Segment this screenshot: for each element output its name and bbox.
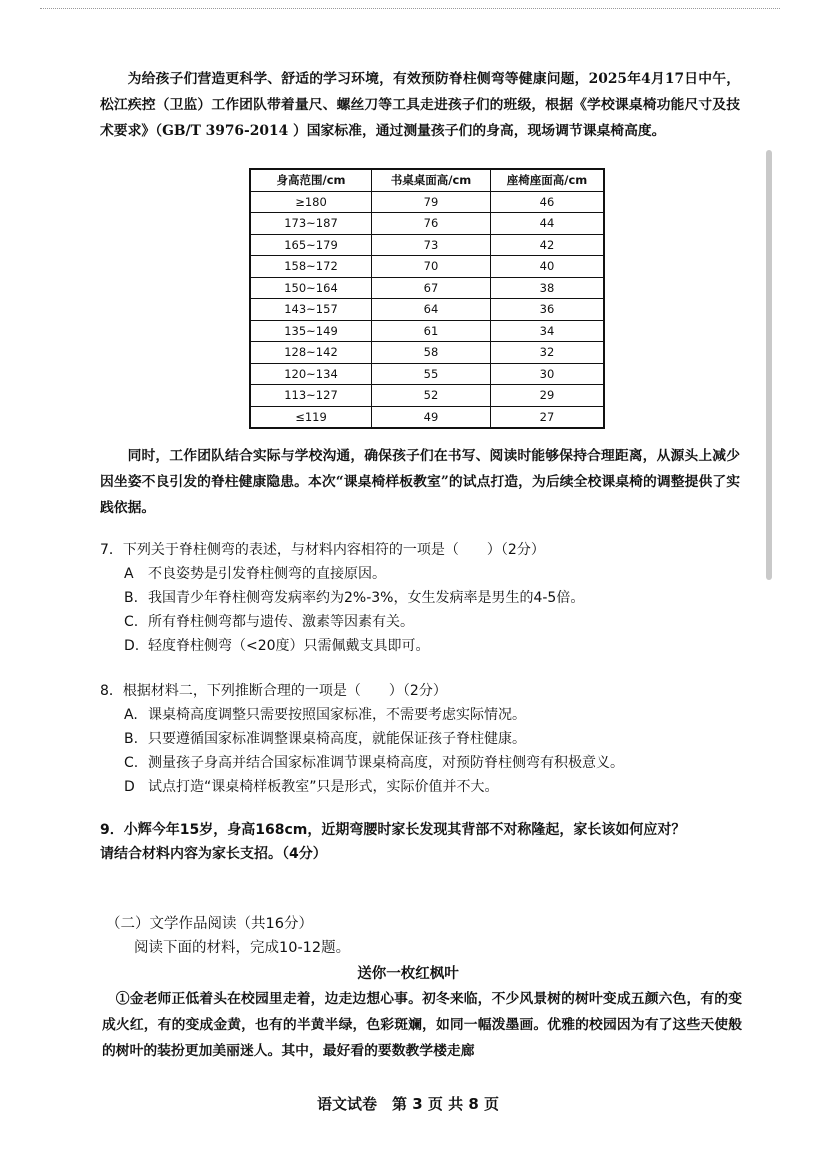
option-c <box>124 610 760 634</box>
option-letter: B. <box>124 590 139 606</box>
table-cell: 52 <box>372 385 491 407</box>
option-c <box>124 751 760 775</box>
option-letter: D. <box>124 638 140 654</box>
option-text: 所有脊柱侧弯都与遗传、激素等因素有关。 <box>148 614 414 630</box>
table-cell: 29 <box>491 385 605 407</box>
table-cell: 67 <box>372 277 491 299</box>
option-letter: D <box>124 779 135 795</box>
table-cell: 34 <box>491 320 605 342</box>
desk-chair-height-table <box>249 168 605 429</box>
table-cell: 44 <box>491 213 605 235</box>
option-text: 轻度脊柱侧弯（<20度）只需佩戴支具即可。 <box>148 638 430 654</box>
table-row <box>250 277 604 299</box>
option-text: 试点打造“课桌椅样板教室”只是形式，实际价值并不大。 <box>148 779 499 795</box>
option-d <box>124 634 760 658</box>
table-cell: 113~127 <box>250 385 372 407</box>
question-8-stem: 8．根据材料二，下列推断合理的一项是（ ）（2分） <box>100 683 447 699</box>
table-cell: 70 <box>372 256 491 278</box>
table-cell: 42 <box>491 234 605 256</box>
scrollbar[interactable] <box>766 150 772 580</box>
option-text: 不良姿势是引发脊柱侧弯的直接原因。 <box>148 566 386 582</box>
table-cell: 128~142 <box>250 342 372 364</box>
option-text: 只要遵循国家标准调整课桌椅高度，就能保证孩子脊柱健康。 <box>148 731 526 747</box>
table-cell: 32 <box>491 342 605 364</box>
after-table-text: 同时，工作团队结合实际与学校沟通，确保孩子们在书写、阅读时能够保持合理距离，从源头上减少因坐姿不良引发的脊柱健康隐患。本次“课桌椅样板教室”的试点打造，为后续全校课桌椅的调整提供了实践依据。 <box>100 448 740 516</box>
table-row <box>250 363 604 385</box>
option-a <box>124 703 760 727</box>
table-cell: 36 <box>491 299 605 321</box>
option-letter: B. <box>124 731 139 747</box>
question-9 <box>100 818 760 866</box>
table-row <box>250 385 604 407</box>
after-table-paragraph <box>100 443 740 521</box>
table-row <box>250 191 604 213</box>
table-cell: 73 <box>372 234 491 256</box>
option-d <box>124 775 760 799</box>
story-paragraph <box>102 986 742 1064</box>
option-letter: A. <box>124 707 138 723</box>
option-b <box>124 586 760 610</box>
table-cell: 150~164 <box>250 277 372 299</box>
column-header: 座椅座面高/cm <box>491 169 605 191</box>
option-text: 课桌椅高度调整只需要按照国家标准，不需要考虑实际情况。 <box>148 707 526 723</box>
table-row <box>250 320 604 342</box>
table-row <box>250 406 604 428</box>
table-cell: 79 <box>372 191 491 213</box>
table-cell: 165~179 <box>250 234 372 256</box>
question-9-line-1: 9．小辉今年15岁，身高168cm，近期弯腰时家长发现其背部不对称隆起，家长该如何应对？ <box>100 822 686 838</box>
table-header-row <box>250 169 604 191</box>
column-header: 身高范围/cm <box>250 169 372 191</box>
intro-text: 为给孩子们营造更科学、舒适的学习环境，有效预防脊柱侧弯等健康问题，2025年4月17日中午，松江疾控（卫监）工作团队带着量尺、螺丝刀等工具走进孩子们的班级，根据《学校课桌椅功能尺寸及技术要求》（GB/T 3976-2014 ）国家标准，通过测量孩子们的身高，现场调节课桌椅高度。 <box>100 71 740 139</box>
table-cell: 64 <box>372 299 491 321</box>
option-a <box>124 562 760 586</box>
story-title: 送你一枚红枫叶 <box>357 966 459 982</box>
story-text: ①金老师正低着头在校园里走着，边走边想心事。初冬来临，不少风景树的树叶变成五颜六色，有的变成火红，有的变成金黄，也有的半黄半绿，色彩斑斓，如同一幅泼墨画。优雅的校园因为有了这些天使般的树叶的装扮更加美丽迷人。其中，最好看的要数教学楼走廊 <box>102 991 742 1059</box>
section-instruction: 阅读下面的材料，完成10-12题。 <box>134 940 351 956</box>
section-heading: （二）文学作品阅读（共16分） <box>106 916 313 932</box>
table-row <box>250 299 604 321</box>
question-7 <box>100 538 760 658</box>
table-cell: ≤119 <box>250 406 372 428</box>
question-9-line-2: 请结合材料内容为家长支招。（4分） <box>100 846 327 862</box>
table-cell: 30 <box>491 363 605 385</box>
table-row <box>250 256 604 278</box>
table-cell: 120~134 <box>250 363 372 385</box>
option-letter: C. <box>124 755 139 771</box>
table-cell: 173~187 <box>250 213 372 235</box>
table-cell: 55 <box>372 363 491 385</box>
table-cell: 76 <box>372 213 491 235</box>
intro-paragraph <box>100 66 740 144</box>
table-body <box>250 191 604 428</box>
page-footer: 语文试卷 第 3 页 共 8 页 <box>317 1095 499 1113</box>
table-row <box>250 342 604 364</box>
table-cell: 27 <box>491 406 605 428</box>
table-cell: 38 <box>491 277 605 299</box>
table-cell: 49 <box>372 406 491 428</box>
table-cell: 40 <box>491 256 605 278</box>
table-row <box>250 213 604 235</box>
question-7-stem: 7．下列关于脊柱侧弯的表述，与材料内容相符的一项是（ ）（2分） <box>100 542 545 558</box>
option-letter: A <box>124 566 134 582</box>
option-text: 测量孩子身高并结合国家标准调节课桌椅高度，对预防脊柱侧弯有积极意义。 <box>148 755 624 771</box>
table-cell: 61 <box>372 320 491 342</box>
table-cell: 143~157 <box>250 299 372 321</box>
table-row <box>250 234 604 256</box>
table-cell: 46 <box>491 191 605 213</box>
option-letter: C. <box>124 614 139 630</box>
page-top-border <box>40 8 780 9</box>
option-b <box>124 727 760 751</box>
table-cell: 135~149 <box>250 320 372 342</box>
column-header: 书桌桌面高/cm <box>372 169 491 191</box>
question-8 <box>100 679 760 799</box>
table-cell: 58 <box>372 342 491 364</box>
table-cell: ≥180 <box>250 191 372 213</box>
option-text: 我国青少年脊柱侧弯发病率约为2%-3%，女生发病率是男生的4-5倍。 <box>148 590 585 606</box>
table-cell: 158~172 <box>250 256 372 278</box>
